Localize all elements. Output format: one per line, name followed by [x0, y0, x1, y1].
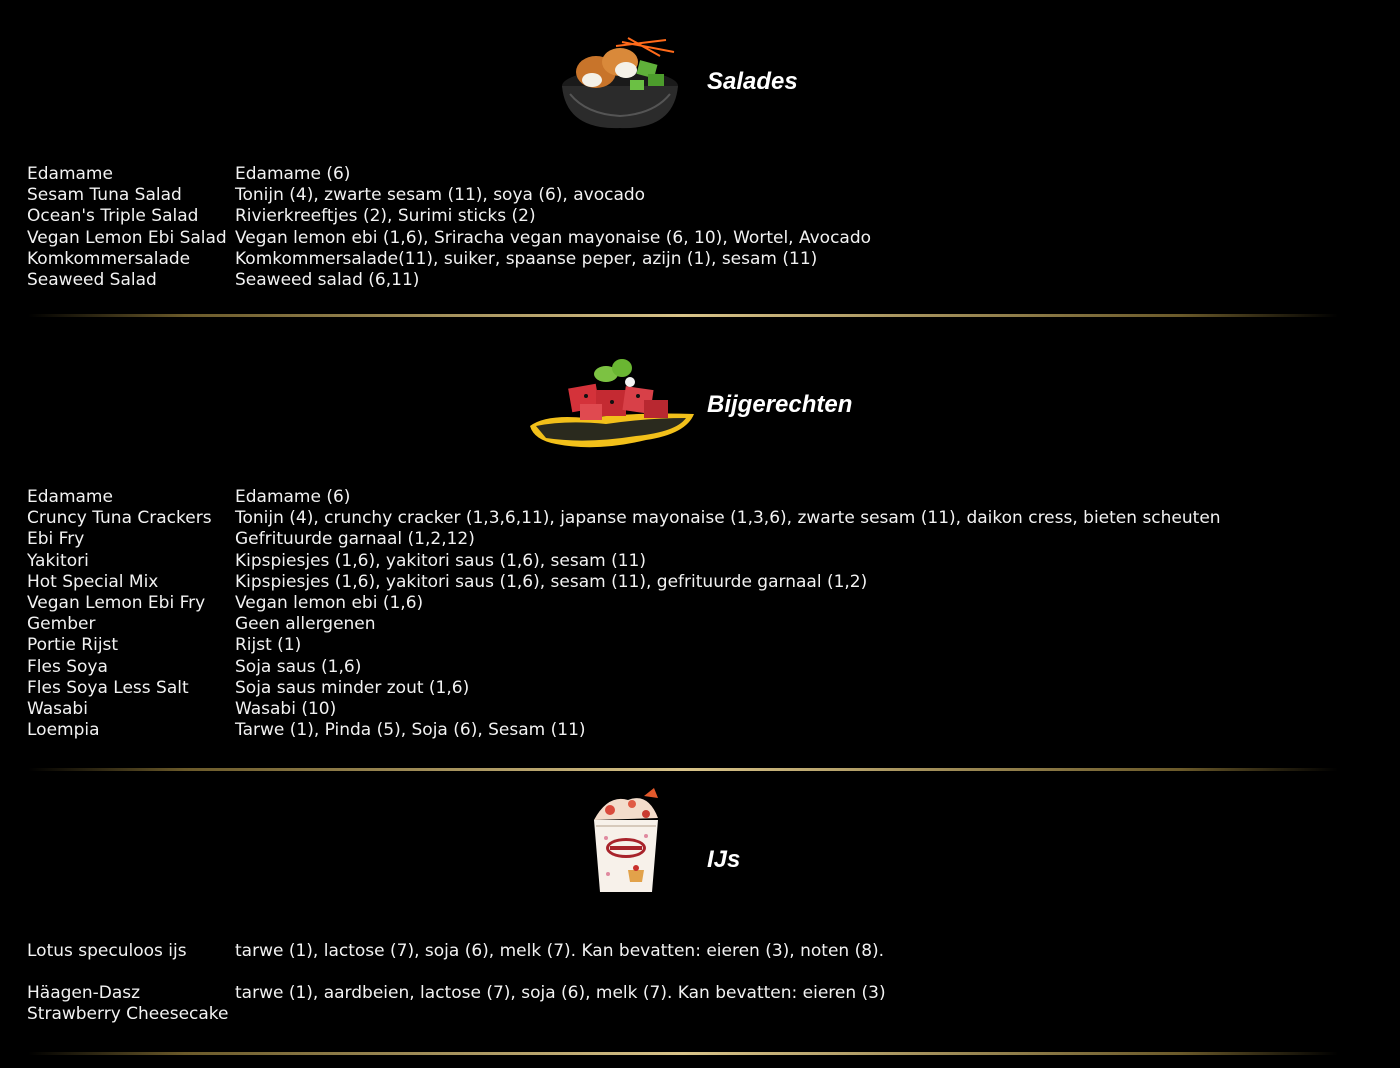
item-allergens: tarwe (1), aardbeien, lactose (7), soja (6), melk (7). Kan bevatten: eieren (3)	[235, 983, 886, 1004]
item-allergens: Tonijn (4), zwarte sesam (11), soya (6), avocado	[235, 185, 646, 206]
tuna-cracker-icon	[526, 356, 700, 456]
list-item	[27, 635, 1221, 656]
list-item	[27, 678, 1221, 699]
item-allergens: Kipspiesjes (1,6), yakitori saus (1,6), sesam (11), gefrituurde garnaal (1,2)	[235, 571, 868, 592]
section-divider	[28, 768, 1338, 771]
list-item	[27, 941, 886, 962]
item-allergens: Seaweed salad (6,11)	[235, 270, 420, 291]
list-item	[27, 487, 1221, 508]
list-item	[27, 529, 1221, 550]
poke-bowl-icon	[556, 22, 684, 132]
list-item	[27, 206, 871, 227]
list-item	[27, 657, 1221, 678]
list-item	[27, 508, 1221, 529]
list-item	[27, 983, 886, 1025]
ijs-list	[27, 941, 886, 1026]
item-allergens: Gefrituurde garnaal (1,2,12)	[235, 529, 475, 550]
item-allergens: Rijst (1)	[235, 635, 302, 656]
item-name: Sesam Tuna Salad	[27, 185, 182, 206]
item-allergens: Tonijn (4), crunchy cracker (1,3,6,11), japanse mayonaise (1,3,6), zwarte sesam (11), daikon cress, bieten scheuten	[235, 508, 1221, 529]
list-item	[27, 720, 1221, 741]
bijgerechten-list	[27, 487, 1221, 741]
salades-list	[27, 164, 871, 291]
section-title-ijs: IJs	[707, 846, 741, 873]
item-name: Fles Soya Less Salt	[27, 677, 189, 698]
item-allergens: Rivierkreeftjes (2), Surimi sticks (2)	[235, 206, 536, 227]
item-allergens: Soja saus minder zout (1,6)	[235, 677, 470, 698]
item-allergens: Edamame (6)	[235, 164, 351, 184]
item-name: Ebi Fry	[27, 529, 85, 550]
item-allergens: Edamame (6)	[235, 487, 351, 507]
item-name: Gember	[27, 614, 96, 635]
item-name: Vegan Lemon Ebi Fry	[27, 593, 206, 614]
item-name: Seaweed Salad	[27, 270, 157, 291]
item-name: Hot Special Mix	[27, 571, 159, 592]
item-allergens: Vegan lemon ebi (1,6), Sriracha vegan mayonaise (6, 10), Wortel, Avocado	[235, 227, 872, 248]
item-name: Portie Rijst	[27, 635, 119, 656]
section-divider	[28, 314, 1338, 317]
section-divider	[28, 1052, 1338, 1055]
item-name: Yakitori	[27, 550, 89, 571]
list-item	[27, 164, 871, 185]
item-name: Edamame	[27, 487, 113, 507]
item-name: Häagen-Dasz Strawberry Cheesecake	[27, 983, 229, 1025]
item-name: Fles Soya	[27, 656, 108, 677]
section-title-salades: Salades	[707, 68, 798, 95]
item-allergens: Komkommersalade(11), suiker, spaanse peper, azijn (1), sesam (11)	[235, 248, 818, 269]
list-item	[27, 249, 871, 270]
item-allergens: tarwe (1), lactose (7), soja (6), melk (7). Kan bevatten: eieren (3), noten (8).	[235, 941, 885, 961]
item-name: Wasabi	[27, 699, 88, 720]
item-name: Cruncy Tuna Crackers	[27, 508, 212, 529]
list-item	[27, 185, 871, 206]
list-item	[27, 593, 1221, 614]
item-name: Vegan Lemon Ebi Salad	[27, 227, 227, 248]
item-allergens: Vegan lemon ebi (1,6)	[235, 593, 424, 614]
list-item	[27, 551, 1221, 572]
item-name: Komkommersalade	[27, 248, 191, 269]
item-name: Edamame	[27, 164, 113, 184]
item-name: Loempia	[27, 720, 100, 741]
item-allergens: Kipspiesjes (1,6), yakitori saus (1,6), sesam (11)	[235, 550, 646, 571]
item-allergens: Tarwe (1), Pinda (5), Soja (6), Sesam (11)	[235, 720, 586, 741]
item-allergens: Wasabi (10)	[235, 699, 337, 720]
list-item	[27, 572, 1221, 593]
list-item	[27, 614, 1221, 635]
list-item	[27, 228, 871, 249]
item-name: Ocean's Triple Salad	[27, 206, 199, 227]
list-item	[27, 699, 1221, 720]
section-title-bijgerechten: Bijgerechten	[707, 391, 853, 418]
ice-cream-tub-icon	[588, 786, 664, 898]
item-name: Lotus speculoos ijs	[27, 941, 187, 961]
list-item	[27, 270, 871, 291]
item-allergens: Geen allergenen	[235, 614, 376, 635]
item-allergens: Soja saus (1,6)	[235, 656, 362, 677]
